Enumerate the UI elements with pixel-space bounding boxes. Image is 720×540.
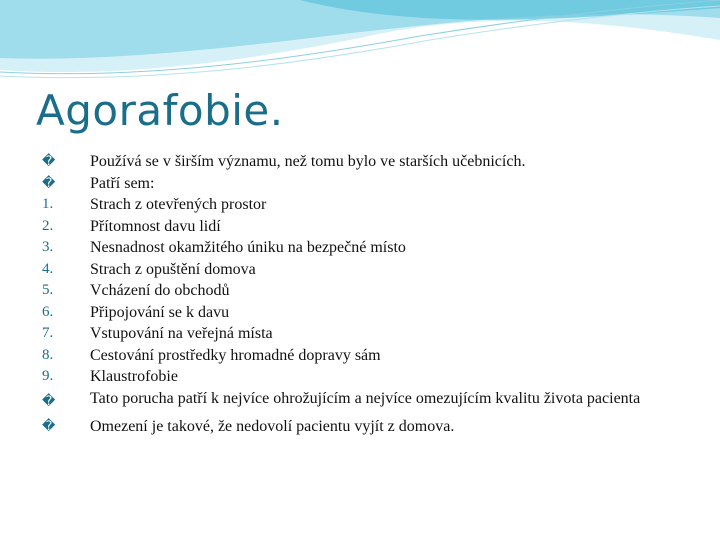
number-marker: 8. [42,346,54,363]
list-item-text: Cestování prostředky hromadné dopravy sám [90,346,381,364]
list-item [34,388,674,413]
number-marker: 1. [42,196,54,212]
slide-title: Agorafobie. [36,86,284,135]
list-item [34,416,674,438]
list-item [34,259,674,281]
list-item [34,216,674,238]
list-item [34,194,674,216]
header-wave-decoration [0,0,720,90]
number-marker: 9. [42,368,54,384]
list-item-text: Nesnadnost okamžitého úniku na bezpečné místo [90,239,406,256]
list-item-text: Klaustrofobie [90,368,178,385]
list-item-text: Tato porucha patří k nejvíce ohrožujícím a nejvíce omezujícím kvalitu života pacienta [90,389,641,407]
list-item [34,345,674,367]
bullet-marker: � [42,175,56,191]
list-item [34,173,674,195]
list-item [34,151,674,173]
list-item-text: Patří sem: [90,174,155,192]
slide-body-list [34,151,674,438]
list-item [34,280,674,302]
number-marker: 4. [42,260,54,277]
bullet-marker: � [42,154,56,169]
number-marker: 5. [42,282,54,298]
bullet-marker: � [42,419,56,434]
list-item [34,366,674,388]
list-item [34,302,674,324]
list-item-text: Strach z opuštění domova [90,260,256,278]
list-item-text: Přítomnost davu lidí [90,217,221,235]
list-item-text: Připojování se k davu [90,303,230,321]
list-item-text: Strach z otevřených prostor [90,196,267,213]
list-item-text: Omezení je takové, že nedovolí pacientu vyjít z domova. [90,418,455,435]
number-marker: 6. [42,303,54,320]
number-marker: 2. [42,217,54,234]
list-item-text: Vcházení do obchodů [90,282,230,299]
list-item [34,237,674,259]
list-item-text: Používá se v širším významu, než tomu bylo ve starších učebnicích. [90,153,526,170]
bullet-marker: � [42,393,56,409]
number-marker: 3. [42,239,54,255]
list-item-text: Vstupování na veřejná místa [90,325,273,342]
number-marker: 7. [42,325,54,341]
list-item [34,323,674,345]
